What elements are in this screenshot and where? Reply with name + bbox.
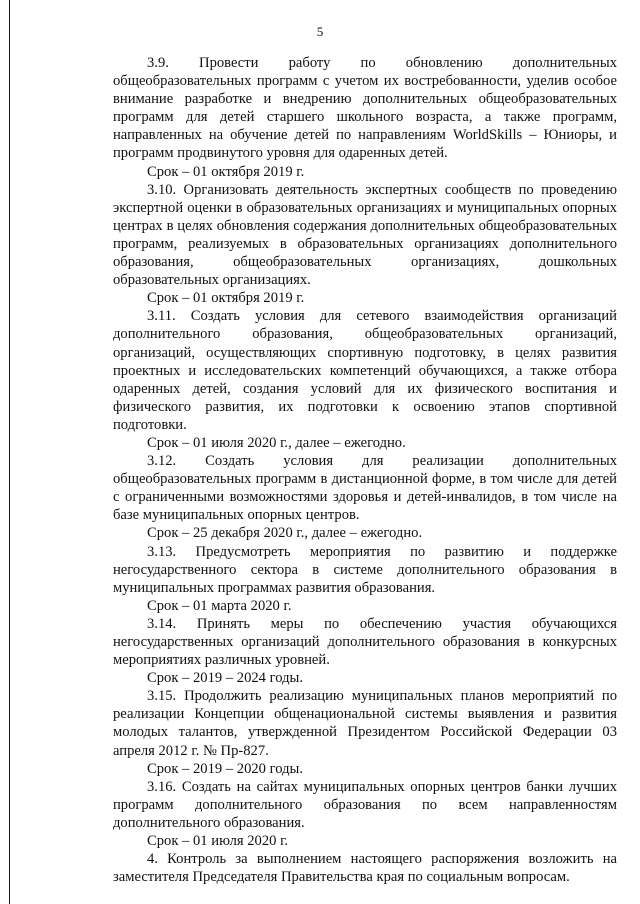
deadline-3-10: Срок – 01 октября 2019 г. [147, 290, 305, 307]
paragraph-4: 4. Контроль за выполнением настоящего распоряжения возложить на заместителя Председателя Правительства края по социальным вопросам. [113, 851, 617, 886]
paragraph-3-15: 3.15. Продолжить реализацию муниципальных планов мероприятий по реализации Концепции общенациональной системы выявления и развития молодых талантов, утвержденной Президентом Российской Федерации 03 апреля 2012 г. № Пр-827. [113, 688, 617, 759]
deadline-3-9: Срок – 01 октября 2019 г. [147, 163, 305, 180]
paragraph-3-14: 3.14. Принять меры по обеспечению участия обучающихся негосударственных организаций дополнительного образования в конкурсных мероприятиях различных уровней. [113, 615, 617, 669]
deadline-3-16: Срок – 01 июля 2020 г. [147, 833, 289, 850]
deadline-3-11: Срок – 01 июля 2020 г., далее – ежегодно. [147, 434, 406, 451]
deadline-3-14: Срок – 2019 – 2024 годы. [147, 670, 304, 687]
paragraph-3-10: 3.10. Организовать деятельность экспертных сообществ по проведению экспертной оценки в образовательных организациях и муниципальных опорных центрах в целях обновления содержания дополнительных общеобразовательных программ, реализуемых в образовательных организациях дополнительного образования, общеобразовательных организациях, дошкольных образовательных организациях. [113, 181, 617, 289]
deadline-3-12: Срок – 25 декабря 2020 г., далее – ежегодно. [147, 525, 423, 542]
paragraph-3-12: 3.12. Создать условия для реализации дополнительных общеобразовательных программ в дистанционной форме, в том числе для детей с ограниченными возможностями здоровья и детей-инвалидов, в том числе на базе муниципальных опорных центров. [113, 453, 617, 524]
paragraph-3-11: 3.11. Создать условия для сетевого взаимодействия организаций дополнительного образования, общеобразовательных организаций, организаций, осуществляющих спортивную подготовку, в целях развития проектных и исследовательских компетенций обучающихся, а также отбора одаренных детей, создания условий для их физического воспитания и физического развития, их подготовки к освоению этапов спортивной подготовки. [113, 308, 617, 433]
deadline-3-13: Срок – 01 марта 2020 г. [147, 597, 292, 614]
page-number: 5 [316, 24, 324, 39]
document-body [113, 54, 617, 886]
paragraph-3-16: 3.16. Создать на сайтах муниципальных опорных центров банки лучших программ дополнительного образования по всем направленностям дополнительного образования. [113, 778, 617, 831]
paragraph-3-13: 3.13. Предусмотреть мероприятия по развитию и поддержке негосударственного сектора в системе дополнительного образования в муниципальных программах развития образования. [113, 543, 617, 596]
paragraph-3-9: 3.9. Провести работу по обновлению дополнительных общеобразовательных программ с учетом их востребованности, уделив особое внимание разработке и внедрению дополнительных общеобразовательных программ для детей старшего школьного возраста, а также программ, направленных на обучение детей по направлениям WorldSkills – Юниоры, и программ продвинутого уровня для одаренных детей. [113, 55, 617, 162]
scan-edge-line [9, 0, 10, 904]
deadline-3-15: Срок – 2019 – 2020 годы. [147, 760, 304, 777]
